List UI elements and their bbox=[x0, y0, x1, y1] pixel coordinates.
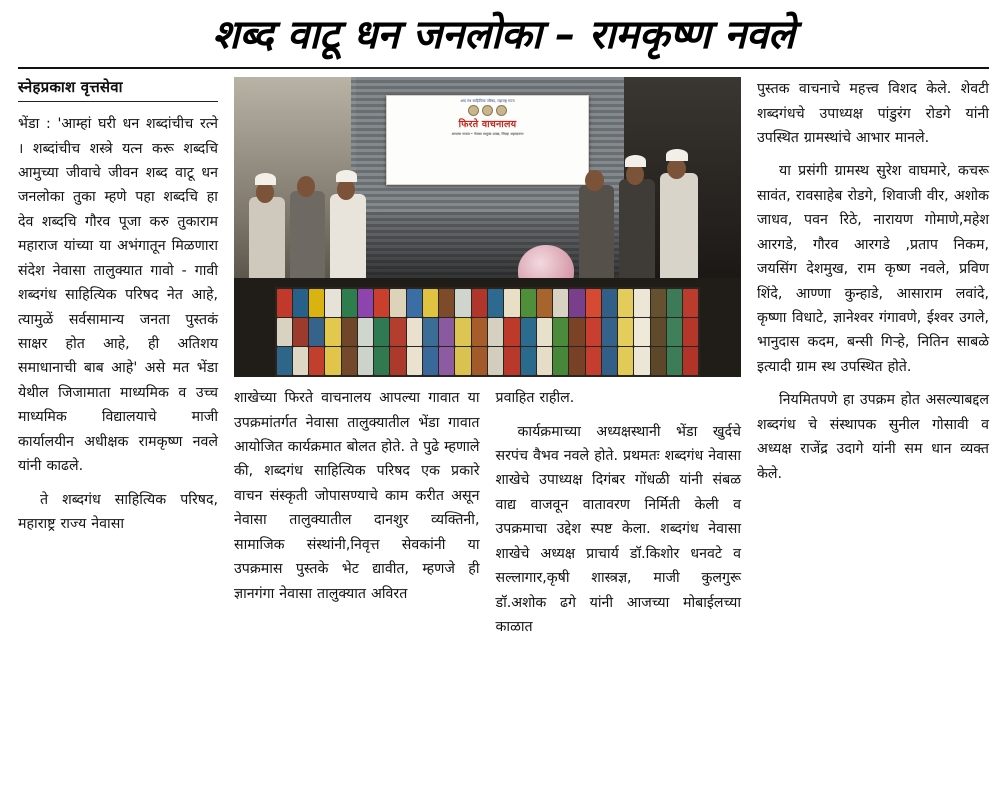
column-middle-left bbox=[234, 386, 480, 648]
paragraph: पुस्तक वाचनाचे महत्त्व विशद केले. शेवटी शब्दगंधचे उपाध्यक्ष पांडुरंग रोडगे यांनी उपस्थित ग्रामस्थांचे आभार मानले. bbox=[757, 81, 989, 147]
paragraph: प्रवाहित राहील. bbox=[495, 390, 575, 407]
column-middle-right bbox=[496, 386, 742, 648]
banner-sub-text: आपल्या गावात • नेवासा तालुका शाखा, जिल्हा अहमदनगर bbox=[451, 132, 524, 137]
column-middle bbox=[234, 77, 741, 777]
paragraph: या प्रसंगी ग्रामस्थ सुरेश वाघमारे, कचरू सावंत, रावसाहेब रोडगे, शिवाजी वीर, अशोक जाधव, पवन रिठे, नारायण गोमाणे,महेश आरगडे, गौरव आरगडे ,प्रताप निकम, जयसिंग देशमुख, राम कृष्ण नवले, प्रविण शिंदे, आण्णा कुन्हाडे, आसाराम लवांदे, कृष्णा विधाटे, ज्ञानेश्वर गंगावणे, ईश्वर उगले, भानुदास कदम, बन्सी गिऱ्हे, नितिन साबळे इत्यादी ग्राम स्थ उपस्थित होते. bbox=[757, 163, 989, 375]
banner-logos bbox=[391, 105, 584, 116]
byline: स्नेहप्रकाश वृत्तसेवा bbox=[18, 77, 218, 102]
photo-person-head bbox=[256, 182, 274, 203]
photo-event-banner bbox=[386, 95, 589, 185]
photo-person-head bbox=[585, 170, 603, 191]
photo-person-cap bbox=[255, 173, 276, 185]
article-body bbox=[18, 77, 989, 777]
photo-books-display bbox=[275, 287, 701, 377]
middle-subcolumns bbox=[234, 386, 741, 648]
photo-person-cap bbox=[336, 170, 357, 182]
photo-person-cap bbox=[625, 155, 646, 167]
banner-logo-icon bbox=[496, 105, 507, 116]
banner-top-text: शब्द गंध साहित्यिक परिषद, महाराष्ट्र राज्य bbox=[460, 99, 515, 104]
banner-logo-icon bbox=[468, 105, 479, 116]
article-photo bbox=[234, 77, 741, 377]
banner-title: फिरते वाचनालय bbox=[458, 119, 517, 131]
paragraph: शाखेच्या फिरते वाचनालय आपल्या गावात या उपक्रमांतर्गत नेवासा तालुक्यातील भेंडा गावात आयोजित कार्यक्रमात बोलत होते. ते पुढे म्हणाले की, शब्दगंध साहित्यिक परिषद एक प्रकारे वाचन संस्कृती जोपासण्याचे काम करीत असून नेवासा तालुक्यातील दानशुर व्यक्तिनी, सामाजिक संस्थांनी,निवृत्त सेवकांनी या उपक्रमास पुस्तके भेट द्यावीत, म्हणजे ही ज्ञानगंगा नेवासा तालुक्यात अविरत bbox=[234, 390, 480, 602]
paragraph: नियमितपणे हा उपक्रम होत असल्याबद्दल शब्दगंध चे संस्थापक सुनील गोसावी व अध्यक्ष राजेंद्र उदागे यांनी सम धान व्यक्त केले. bbox=[757, 392, 989, 482]
photo-person-cap bbox=[666, 149, 688, 161]
paragraph: ते शब्दगंध साहित्यिक परिषद, महाराष्ट्र राज्य नेवासा bbox=[18, 491, 218, 532]
column-right bbox=[757, 77, 989, 777]
paragraph: भेंडा : 'आम्हां घरी धन शब्दांचीच रत्ने । शब्दांचीच शस्त्रे यत्न करू शब्दचि आमुच्या जीवाचे जीवन शब्द वाटू धन जनलोका तुका म्हणे पहा शब्दचि हा देव शब्दचि गौरव पूजा करु तुकाराम महाराज यांच्या या अभंगातून मिळणारा संदेश नेवासा तालुक्यात गावो - गावी शब्दगंध साहित्यिक परिषद नेत आहे, त्यामुळें सर्वसामान्य जनता पुस्तकं साक्षर होत आहे, ही अतिशय समाधानाची बाब आहे' असे मत भेंडा येथील जिजामाता माध्यमिक व उच्च माध्यमिक विद्यालयाचे माजी कार्यालयीन अधीक्षक रामकृष्ण नवले यांनी काढले. bbox=[18, 116, 218, 475]
column-left bbox=[18, 77, 218, 777]
headline-block bbox=[18, 14, 989, 69]
banner-logo-icon bbox=[482, 105, 493, 116]
paragraph: कार्यक्रमाच्या अध्यक्षस्थानी भेंडा खुर्दचे सरपंच वैभव नवले होते. प्रथमतः शब्दगंध नेवासा शाखेचे उपाध्यक्ष दिगंबर गोंधळी यांनी संबळ वाद्य वाजवून वातावरण निर्मिती केली व उपक्रमाचा उद्देश स्पष्ट केला. शब्दगंध नेवासा शाखेचे अध्यक्ष प्राचार्य डॉ.किशोर धनवटे व सल्लागार,कृषी शास्त्रज्ञ, माजी कुलगुरू डॉ.अशोक ढगे यांनी आजच्या मोबाईलच्या काळात bbox=[495, 423, 741, 635]
page-title: शब्द वाटू धन जनलोका – रामकृष्ण नवले bbox=[212, 12, 795, 58]
